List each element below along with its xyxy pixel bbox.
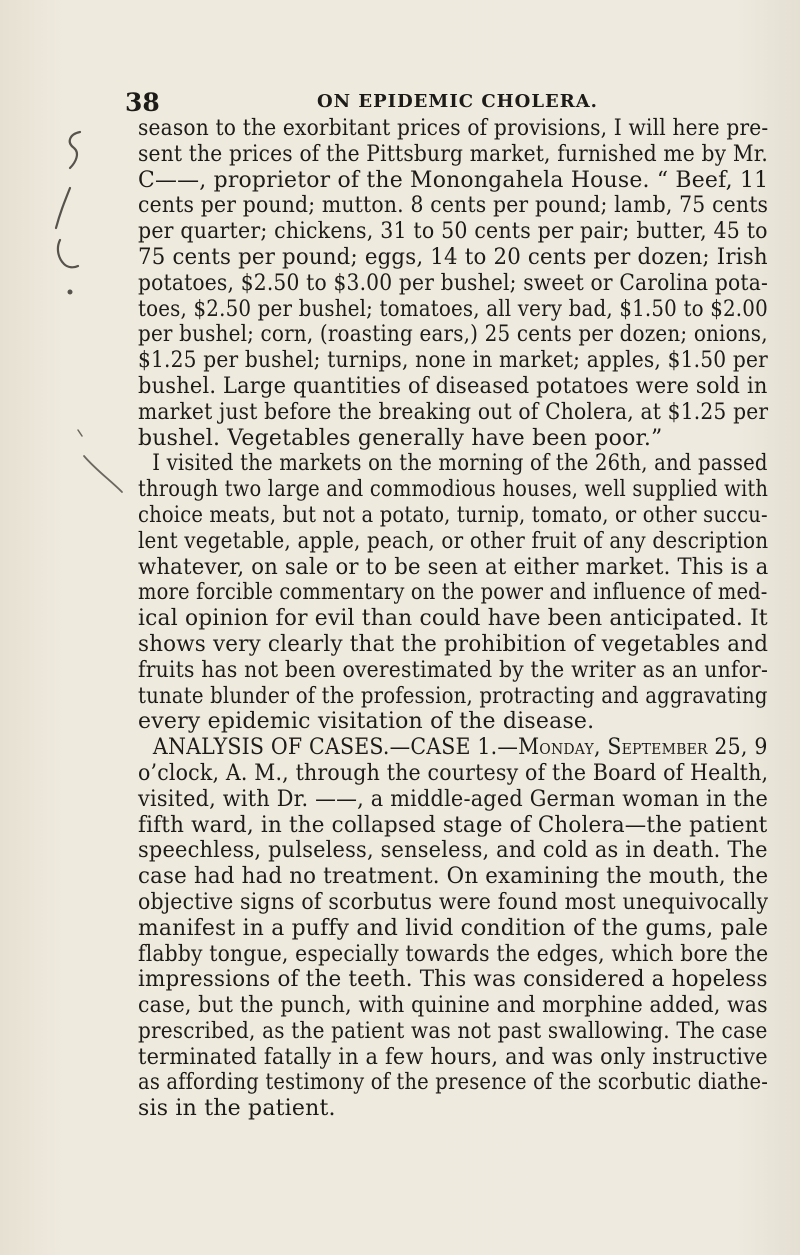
text-line: visited, with Dr. ——, a middle-aged German woman in the: [138, 786, 768, 812]
text-line: sent the prices of the Pittsburg market, furnished me by Mr.: [138, 141, 768, 167]
text-line: bushel. Vegetables generally have been poor.”: [138, 425, 663, 451]
text-line: speechless, pulseless, senseless, and cold as in death. The: [138, 838, 768, 864]
text-line: shows very clearly that the prohibition of vegetables and: [138, 631, 769, 657]
text-line: cents per pound; mutton. 8 cents per pound; lamb, 75 cents: [138, 193, 769, 219]
page-header: [125, 88, 725, 118]
text-line: more forcible commentary on the power and influence of med-: [138, 580, 768, 606]
text-line: C——, proprietor of the Monongahela House. “ Beef, 11: [138, 167, 769, 193]
text-line: terminated fatally in a few hours, and was only instructive: [138, 1044, 768, 1070]
text-line: 75 cents per pound; eggs, 14 to 20 cents per dozen; Irish: [138, 244, 768, 270]
text-line: bushel. Large quantities of diseased potatoes were sold in: [138, 373, 768, 399]
page-number: 38: [125, 88, 160, 117]
text-line: ANALYSIS OF CASES.—CASE 1.—Monday, September 25, 9: [152, 735, 768, 761]
text-line: whatever, on sale or to be seen at either market. This is a: [138, 554, 769, 580]
text-line: potatoes, $2.50 to $3.00 per bushel; sweet or Carolina pota-: [138, 270, 769, 296]
text-line: tunate blunder of the profession, protracting and aggravating: [138, 683, 768, 709]
text-line: case had had no treatment. On examining the mouth, the: [138, 864, 769, 890]
text-line: every epidemic visitation of the disease.: [138, 709, 595, 735]
text-line: I visited the markets on the morning of the 26th, and passed: [152, 451, 768, 477]
body-text: [138, 116, 768, 1122]
text-line: toes, $2.50 per bushel; tomatoes, all very bad, $1.50 to $2.00: [138, 296, 768, 322]
text-line: as affording testimony of the presence of the scorbutic diathe-: [138, 1070, 768, 1096]
text-line: manifest in a puffy and livid condition of the gums, pale: [138, 915, 769, 941]
text-line: case, but the punch, with quinine and morphine added, was: [138, 993, 768, 1019]
text-line: per quarter; chickens, 31 to 50 cents per pair; butter, 45 to: [138, 219, 768, 245]
text-line: impressions of the teeth. This was considered a hopeless: [138, 967, 768, 993]
margin-pencil-mark-top: [50, 128, 90, 298]
text-line: $1.25 per bushel; turnips, none in market; apples, $1.50 per: [138, 348, 768, 374]
running-title: ON EPIDEMIC CHOLERA.: [317, 91, 598, 112]
text-line: sis in the patient.: [138, 1096, 336, 1122]
text-line: choice meats, but not a potato, turnip, tomato, or other succu-: [138, 502, 768, 528]
text-line: objective signs of scorbutus were found most unequivocally: [138, 889, 769, 915]
text-line: prescribed, as the patient was not past swallowing. The case: [138, 1018, 768, 1044]
margin-pencil-mark-bottom: [70, 420, 140, 510]
text-line: flabby tongue, especially towards the edges, which bore the: [138, 941, 769, 967]
text-line: fifth ward, in the collapsed stage of Cholera—the patient: [138, 812, 768, 838]
text-line: through two large and commodious houses, well supplied with: [138, 477, 769, 503]
text-line: market just before the breaking out of Cholera, at $1.25 per: [138, 399, 769, 425]
text-line: season to the exorbitant prices of provisions, I will here pre-: [138, 116, 769, 141]
text-line: lent vegetable, apple, peach, or other fruit of any description: [138, 528, 769, 554]
text-line: fruits has not been overestimated by the writer as an unfor-: [138, 657, 769, 683]
text-line: o’clock, A. M., through the courtesy of the Board of Health,: [138, 760, 769, 786]
text-line: ical opinion for evil than could have been anticipated. It: [138, 606, 768, 632]
text-line: per bushel; corn, (roasting ears,) 25 cents per dozen; onions,: [138, 322, 768, 348]
